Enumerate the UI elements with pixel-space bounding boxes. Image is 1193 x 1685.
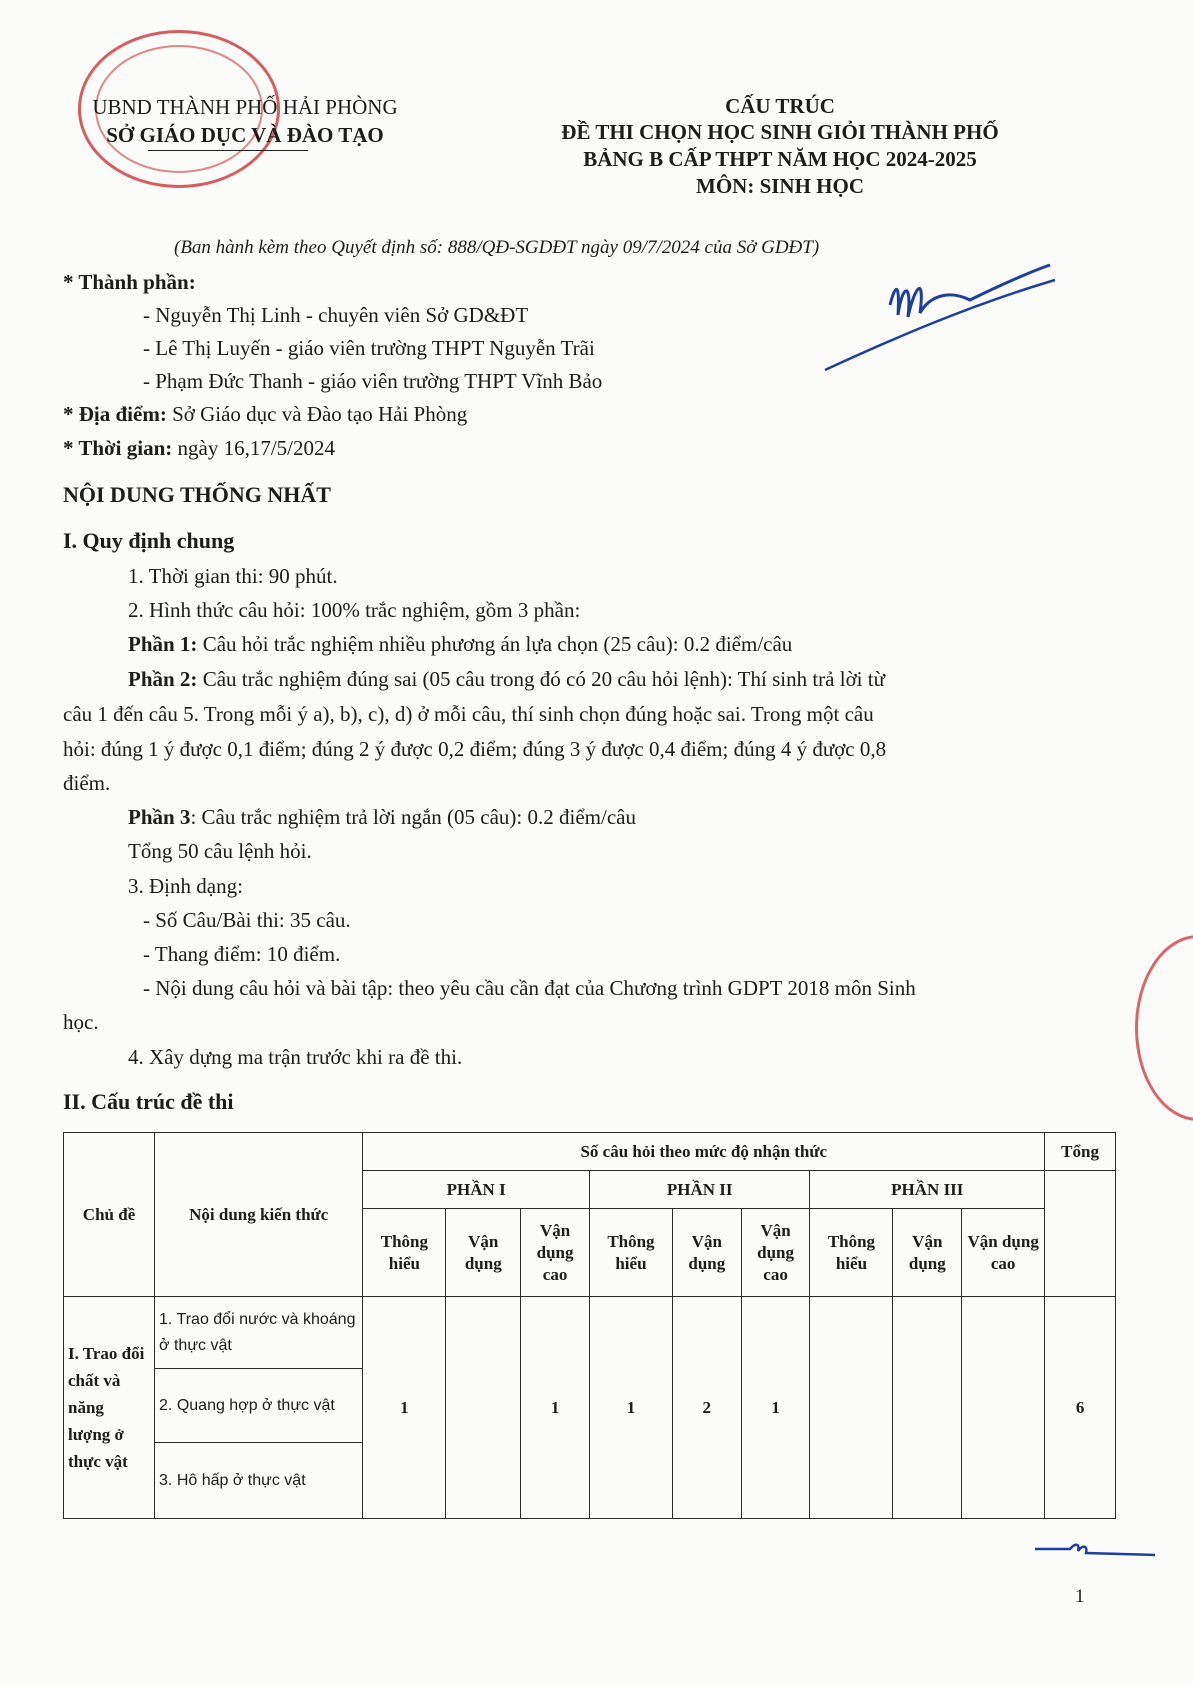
rule-4: 4. Xây dựng ma trận trước khi ra đề thi. [128, 1045, 463, 1069]
header-part-2: PHẦN II [589, 1171, 810, 1209]
doc-title-4: MÔN: SINH HỌC [696, 174, 864, 198]
part2-line-1 [128, 665, 885, 693]
structure-heading: II. Cấu trúc đề thi [63, 1089, 234, 1114]
level-header: Vận dụng cao [741, 1209, 810, 1297]
page-number: 1 [1075, 1586, 1085, 1607]
total-questions: Tổng 50 câu lệnh hỏi. [128, 839, 312, 863]
format-3-line-1: - Nội dung câu hỏi và bài tập: theo yêu cầu cần đạt của Chương trình GDPT 2018 môn Sinh [143, 976, 916, 1000]
member-2: - Lê Thị Luyến - giáo viên trường THPT Nguyễn Trãi [143, 336, 595, 360]
value-cell [962, 1297, 1045, 1519]
level-header: Thông hiểu [363, 1209, 446, 1297]
signature-mark [820, 245, 1060, 375]
part3-text: : Câu trắc nghiệm trả lời ngắn (05 câu): 0.2 điểm/câu [190, 805, 636, 829]
value-cell: 1 [741, 1297, 810, 1519]
doc-title-1: CẤU TRÚC [725, 94, 835, 118]
level-header: Vận dụng [446, 1209, 521, 1297]
value-cell: 1 [363, 1297, 446, 1519]
location-label: * Địa điểm: [63, 402, 167, 426]
part2-line-4: điểm. [63, 771, 111, 795]
header-levels-group: Số câu hỏi theo mức độ nhận thức [363, 1133, 1045, 1171]
level-header: Vận dụng [893, 1209, 962, 1297]
section-title: NỘI DUNG THỐNG NHẤT [63, 482, 331, 507]
header-content: Nội dung kiến thức [155, 1133, 363, 1297]
part2-text: Câu trắc nghiệm đúng sai (05 câu trong đó có 20 câu hỏi lệnh): Thí sinh trả lời từ [197, 667, 885, 691]
content-cell: 1. Trao đổi nước và khoáng ở thực vật [155, 1297, 363, 1369]
rule-1: 1. Thời gian thi: 90 phút. [128, 564, 338, 588]
value-cell [893, 1297, 962, 1519]
decision-note: (Ban hành kèm theo Quyết định số: 888/QĐ-SGDĐT ngày 09/7/2024 của Sở GDĐT) [174, 237, 820, 258]
content-cell: 2. Quang hợp ở thực vật [155, 1369, 363, 1443]
rule-2: 2. Hình thức câu hỏi: 100% trắc nghiệm, gồm 3 phần: [128, 598, 581, 622]
level-header: Vận dụng [672, 1209, 741, 1297]
level-header: Vận dụng cao [962, 1209, 1045, 1297]
part2-line-3: hỏi: đúng 1 ý được 0,1 điểm; đúng 2 ý được 0,2 điểm; đúng 3 ý được 0,4 điểm; đúng 4 ý được 0,8 [63, 737, 887, 761]
header-topic: Chủ đề [64, 1133, 155, 1297]
rule-3: 3. Định dạng: [128, 874, 243, 898]
location-line [63, 400, 467, 428]
initial-mark [1030, 1535, 1160, 1565]
value-cell [446, 1297, 521, 1519]
issuer-underline [148, 150, 308, 151]
part2-line-2: câu 1 đến câu 5. Trong mỗi ý a), b), c), d) ở mỗi câu, thí sinh chọn đúng hoặc sai. Trong một câu [63, 702, 874, 726]
header-total: Tổng [1045, 1133, 1116, 1171]
part3-line [128, 803, 636, 831]
value-cell: 1 [589, 1297, 672, 1519]
member-3: - Phạm Đức Thanh - giáo viên trường THPT Vĩnh Bảo [143, 369, 603, 393]
format-3-line-2: học. [63, 1010, 99, 1034]
issuer-line-2: SỞ GIÁO DỤC VÀ ĐÀO TẠO [106, 123, 384, 147]
official-seal-stamp-edge [1135, 935, 1193, 1121]
value-cell: 1 [521, 1297, 590, 1519]
value-cell [810, 1297, 893, 1519]
part1-label: Phần 1: [128, 632, 198, 656]
time-value: ngày 16,17/5/2024 [172, 436, 336, 460]
part3-label: Phần 3 [128, 805, 191, 829]
level-header: Thông hiểu [589, 1209, 672, 1297]
level-header: Thông hiểu [810, 1209, 893, 1297]
row-total-cell: 6 [1045, 1297, 1116, 1519]
level-header: Vận dụng cao [521, 1209, 590, 1297]
issuer-line-1: UBND THÀNH PHỐ HẢI PHÒNG [92, 95, 398, 119]
part1-text: Câu hỏi trắc nghiệm nhiều phương án lựa chọn (25 câu): 0.2 điểm/câu [197, 632, 793, 656]
general-heading: I. Quy định chung [63, 528, 235, 553]
part2-label: Phần 2: [128, 667, 198, 691]
header-part-1: PHẦN I [363, 1171, 590, 1209]
exam-matrix-table [63, 1132, 1116, 1519]
members-label: * Thành phần: [63, 270, 196, 294]
doc-title-2: ĐỀ THI CHỌN HỌC SINH GIỎI THÀNH PHỐ [561, 120, 999, 144]
format-2: - Thang điểm: 10 điểm. [143, 942, 341, 966]
format-1: - Số Câu/Bài thi: 35 câu. [143, 908, 351, 932]
member-1: - Nguyễn Thị Linh - chuyên viên Sở GD&ĐT [143, 303, 529, 327]
doc-title-3: BẢNG B CẤP THPT NĂM HỌC 2024-2025 [583, 147, 977, 171]
header-part-3: PHẦN III [810, 1171, 1045, 1209]
content-cell: 3. Hô hấp ở thực vật [155, 1443, 363, 1519]
part1-line [128, 630, 792, 658]
time-line [63, 434, 335, 462]
topic-cell: I. Trao đổi chất và năng lượng ở thực vật [64, 1297, 155, 1519]
location-value: Sở Giáo dục và Đào tạo Hải Phòng [166, 402, 468, 426]
value-cell: 2 [672, 1297, 741, 1519]
header-total-blank [1045, 1171, 1116, 1297]
time-label: * Thời gian: [63, 436, 173, 460]
